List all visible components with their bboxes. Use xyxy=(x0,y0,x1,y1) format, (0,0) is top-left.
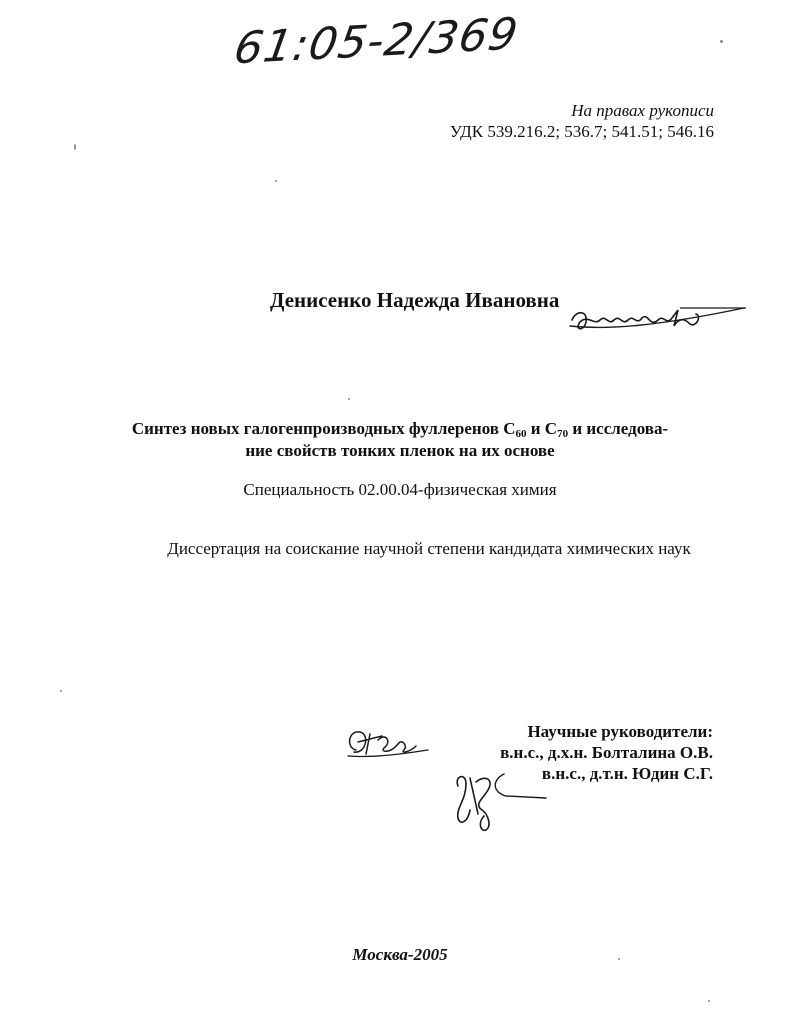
handwritten-archive-number xyxy=(230,8,526,86)
specialty: Специальность 02.00.04-физическая химия xyxy=(243,480,557,499)
subscript-60: 60 xyxy=(515,428,527,440)
scan-speck xyxy=(74,144,76,150)
thesis-title-line-2: ние свойств тонких пленок на их основе xyxy=(245,441,555,460)
city-year: Москва-2005 xyxy=(352,945,448,964)
scan-speck xyxy=(60,690,62,692)
advisors-heading: Научные руководители: xyxy=(527,722,713,741)
scan-speck xyxy=(618,958,620,960)
degree-statement: Диссертация на соискание научной степени кандидата химических наук xyxy=(167,539,691,558)
subscript-70: 70 xyxy=(557,428,569,440)
advisor-1-signature-icon xyxy=(342,720,432,766)
scan-speck xyxy=(348,398,350,400)
advisor-2-signature-icon xyxy=(448,756,548,832)
scan-speck xyxy=(275,180,277,182)
scan-speck xyxy=(720,40,723,43)
rights-note: На правах рукописи xyxy=(571,101,714,120)
scan-speck xyxy=(708,1000,710,1002)
author-name: Денисенко Надежда Ивановна xyxy=(270,288,560,312)
thesis-title-line-1: Синтез новых галогенпроизводных фуллеренов $С_{60}$ и $С_{70}$ и исследова- xyxy=(131,419,669,440)
advisor-2: в.н.с., д.т.н. Юдин С.Г. xyxy=(541,764,713,783)
udc-classification: УДК 539.216.2; 536.7; 541.51; 546.16 xyxy=(449,122,714,141)
archive-number-text: 61:05-2/369 xyxy=(230,8,522,75)
thesis-title xyxy=(100,418,700,462)
author-signature-icon xyxy=(568,296,748,346)
advisor-1: в.н.с., д.х.н. Болталина О.В. xyxy=(500,743,713,762)
